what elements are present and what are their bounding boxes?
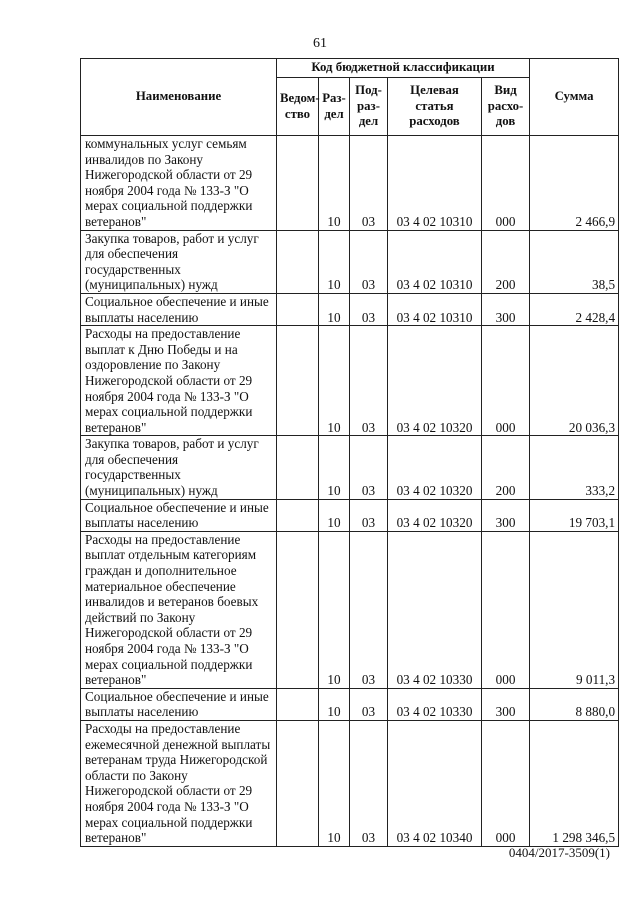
- row-name: Расходы на предоставление выплат отдельным категориям граждан и дополнительное материальное обеспечение инвалидов и ветеранов боевых действий по Закону Нижегородской области от 29 ноября 2004 года № 133-З "О мерах социальной поддержки ветеранов": [81, 531, 277, 688]
- row-vedomstvo: [277, 230, 319, 293]
- header-vedomstvo: Ведом-ство: [277, 78, 319, 136]
- row-tselevaya: 03 4 02 10310: [388, 230, 482, 293]
- row-tselevaya: 03 4 02 10310: [388, 136, 482, 231]
- table-row: [81, 499, 619, 531]
- table-row: [81, 293, 619, 325]
- row-name: коммунальных услуг семьям инвалидов по Закону Нижегородской области от 29 ноября 2004 года № 133-З "О мерах социальной поддержки ветеранов": [81, 136, 277, 231]
- row-vid: 000: [482, 136, 530, 231]
- row-podrazdel: 03: [350, 688, 388, 720]
- row-podrazdel: 03: [350, 499, 388, 531]
- budget-table-container: [80, 58, 618, 847]
- row-summa: 8 880,0: [530, 688, 619, 720]
- header-name: Наименование: [81, 59, 277, 136]
- row-vedomstvo: [277, 688, 319, 720]
- header-tselevaya: Целевая статья расходов: [388, 78, 482, 136]
- row-razdel: 10: [319, 720, 350, 846]
- row-tselevaya: 03 4 02 10340: [388, 720, 482, 846]
- header-podrazdel: Под-раз-дел: [350, 78, 388, 136]
- row-vedomstvo: [277, 720, 319, 846]
- row-summa: 38,5: [530, 230, 619, 293]
- document-code: 0404/2017-3509(1): [508, 845, 610, 860]
- row-podrazdel: 03: [350, 293, 388, 325]
- row-name: Социальное обеспечение и иные выплаты населению: [81, 499, 277, 531]
- row-name: Расходы на предоставление выплат к Дню Победы и на оздоровление по Закону Нижегородской области от 29 ноября 2004 года № 133-З "О мерах социальной поддержки ветеранов": [81, 326, 277, 436]
- row-name: Закупка товаров, работ и услуг для обеспечения государственных (муниципальных) нужд: [81, 230, 277, 293]
- row-vedomstvo: [277, 436, 319, 499]
- table-row: [81, 688, 619, 720]
- table-row: [81, 230, 619, 293]
- table-row: [81, 136, 619, 231]
- row-summa: 1 298 346,5: [530, 720, 619, 846]
- header-vid: Вид расхо-дов: [482, 78, 530, 136]
- row-summa: 2 428,4: [530, 293, 619, 325]
- row-razdel: 10: [319, 531, 350, 688]
- row-vid: 200: [482, 230, 530, 293]
- row-podrazdel: 03: [350, 720, 388, 846]
- row-summa: 19 703,1: [530, 499, 619, 531]
- row-tselevaya: 03 4 02 10320: [388, 499, 482, 531]
- row-tselevaya: 03 4 02 10330: [388, 688, 482, 720]
- row-vid: 000: [482, 531, 530, 688]
- table-row: [81, 436, 619, 499]
- row-razdel: 10: [319, 230, 350, 293]
- header-row-group: [81, 59, 619, 78]
- row-podrazdel: 03: [350, 531, 388, 688]
- row-tselevaya: 03 4 02 10320: [388, 326, 482, 436]
- table-body: [81, 136, 619, 847]
- row-podrazdel: 03: [350, 136, 388, 231]
- row-vid: 300: [482, 499, 530, 531]
- row-name: Социальное обеспечение и иные выплаты населению: [81, 688, 277, 720]
- row-razdel: 10: [319, 293, 350, 325]
- row-podrazdel: 03: [350, 436, 388, 499]
- row-podrazdel: 03: [350, 326, 388, 436]
- header-summa: Сумма: [530, 59, 619, 136]
- row-name: Расходы на предоставление ежемесячной денежной выплаты ветеранам труда Нижегородской области по Закону Нижегородской области от 29 ноября 2004 года № 133-З "О мерах социальной поддержки ветеранов": [81, 720, 277, 846]
- row-summa: 20 036,3: [530, 326, 619, 436]
- row-vid: 300: [482, 688, 530, 720]
- row-vedomstvo: [277, 136, 319, 231]
- row-razdel: 10: [319, 136, 350, 231]
- row-summa: 333,2: [530, 436, 619, 499]
- table-row: [81, 326, 619, 436]
- row-tselevaya: 03 4 02 10330: [388, 531, 482, 688]
- row-name: Закупка товаров, работ и услуг для обеспечения государственных (муниципальных) нужд: [81, 436, 277, 499]
- header-razdel: Раз-дел: [319, 78, 350, 136]
- row-tselevaya: 03 4 02 10320: [388, 436, 482, 499]
- table-row: [81, 720, 619, 846]
- table-row: [81, 531, 619, 688]
- row-summa: 9 011,3: [530, 531, 619, 688]
- row-razdel: 10: [319, 326, 350, 436]
- row-tselevaya: 03 4 02 10310: [388, 293, 482, 325]
- row-vedomstvo: [277, 531, 319, 688]
- row-vid: 000: [482, 720, 530, 846]
- row-vid: 000: [482, 326, 530, 436]
- row-vedomstvo: [277, 326, 319, 436]
- row-razdel: 10: [319, 688, 350, 720]
- row-vedomstvo: [277, 293, 319, 325]
- row-podrazdel: 03: [350, 230, 388, 293]
- row-vid: 300: [482, 293, 530, 325]
- row-razdel: 10: [319, 436, 350, 499]
- row-summa: 2 466,9: [530, 136, 619, 231]
- row-vedomstvo: [277, 499, 319, 531]
- budget-table: [80, 58, 619, 847]
- row-razdel: 10: [319, 499, 350, 531]
- row-name: Социальное обеспечение и иные выплаты населению: [81, 293, 277, 325]
- row-vid: 200: [482, 436, 530, 499]
- header-classification-group: Код бюджетной классификации: [277, 59, 530, 78]
- page-number: 61: [313, 36, 327, 51]
